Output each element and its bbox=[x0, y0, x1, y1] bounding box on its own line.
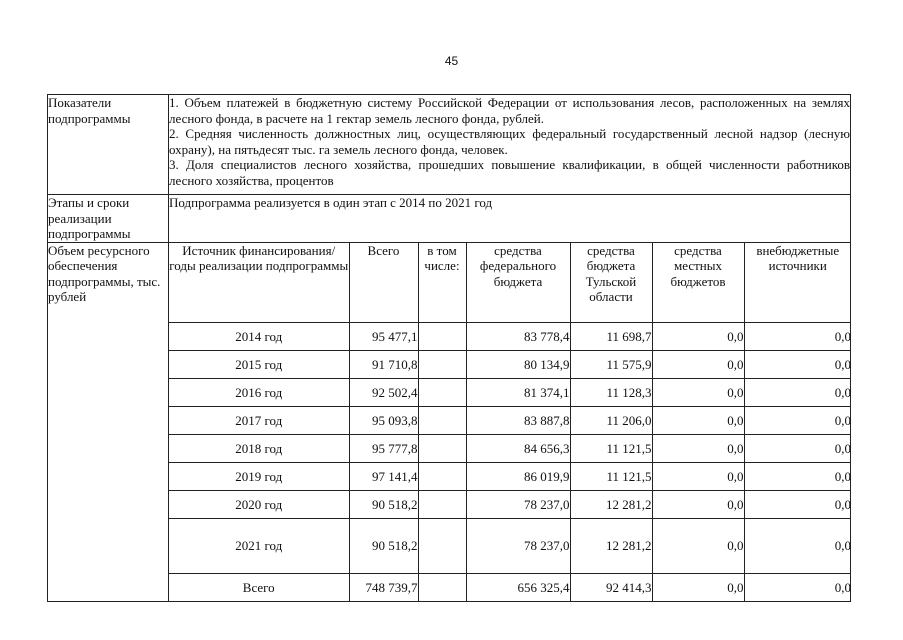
row-year: 2016 год bbox=[169, 378, 349, 406]
row-year: 2015 год bbox=[169, 350, 349, 378]
row-federal: 86 019,9 bbox=[466, 462, 570, 490]
row-including bbox=[418, 378, 466, 406]
indicator-item: 3. Доля специалистов лесного хозяйства, прошедших повышение квалификации, в общей численности работников лесного хозяйства, процентов bbox=[169, 157, 850, 188]
row-including bbox=[418, 434, 466, 462]
table-row bbox=[169, 406, 851, 434]
header-including: в том числе: bbox=[418, 243, 466, 323]
row-including bbox=[418, 350, 466, 378]
row-regional: 92 414,3 bbox=[570, 573, 652, 601]
table-row-total bbox=[169, 573, 851, 601]
page-number: 45 bbox=[444, 54, 459, 68]
header-local: средства местных бюджетов bbox=[652, 243, 744, 323]
row-year: 2020 год bbox=[169, 490, 349, 518]
row-extrabudgetary: 0,0 bbox=[744, 378, 851, 406]
row-federal: 81 374,1 bbox=[466, 378, 570, 406]
row-total: 95 093,8 bbox=[349, 406, 418, 434]
row-extrabudgetary: 0,0 bbox=[744, 518, 851, 573]
row-including bbox=[418, 322, 466, 350]
row-local: 0,0 bbox=[652, 406, 744, 434]
funding-content bbox=[169, 242, 851, 601]
row-regional: 12 281,2 bbox=[570, 518, 652, 573]
row-total: 90 518,2 bbox=[349, 490, 418, 518]
funding-label: Объем ресурсного обеспечения подпрограммы, тыс. рублей bbox=[48, 242, 169, 601]
row-federal: 80 134,9 bbox=[466, 350, 570, 378]
row-year: 2014 год bbox=[169, 322, 349, 350]
row-regional: 11 121,5 bbox=[570, 462, 652, 490]
row-federal: 84 656,3 bbox=[466, 434, 570, 462]
row-local: 0,0 bbox=[652, 490, 744, 518]
subprogram-passport-table bbox=[47, 94, 851, 602]
row-year: 2017 год bbox=[169, 406, 349, 434]
table-row bbox=[169, 434, 851, 462]
row-local: 0,0 bbox=[652, 434, 744, 462]
table-row bbox=[169, 518, 851, 573]
row-year: Всего bbox=[169, 573, 349, 601]
table-row bbox=[169, 350, 851, 378]
row-federal: 83 887,8 bbox=[466, 406, 570, 434]
table-row bbox=[169, 322, 851, 350]
row-federal: 78 237,0 bbox=[466, 518, 570, 573]
row-total: 95 777,8 bbox=[349, 434, 418, 462]
row-local: 0,0 bbox=[652, 573, 744, 601]
row-including bbox=[418, 518, 466, 573]
stages-label: Этапы и сроки реализации подпрограммы bbox=[48, 195, 169, 243]
funding-header-row bbox=[169, 243, 851, 323]
table-row bbox=[169, 490, 851, 518]
indicator-item: 1. Объем платежей в бюджетную систему Российской Федерации от использования лесов, расположенных на землях лесного фонда, в расчете на 1 гектар земель лесного фонда, рублей. bbox=[169, 95, 850, 126]
indicators-row bbox=[48, 95, 851, 195]
stages-row bbox=[48, 195, 851, 243]
row-local: 0,0 bbox=[652, 378, 744, 406]
row-federal: 78 237,0 bbox=[466, 490, 570, 518]
funding-row bbox=[48, 242, 851, 601]
header-federal: средства федерального бюджета bbox=[466, 243, 570, 323]
row-regional: 11 128,3 bbox=[570, 378, 652, 406]
row-total: 91 710,8 bbox=[349, 350, 418, 378]
row-year: 2021 год bbox=[169, 518, 349, 573]
row-local: 0,0 bbox=[652, 350, 744, 378]
row-extrabudgetary: 0,0 bbox=[744, 490, 851, 518]
row-regional: 12 281,2 bbox=[570, 490, 652, 518]
row-federal: 656 325,4 bbox=[466, 573, 570, 601]
row-total: 92 502,4 bbox=[349, 378, 418, 406]
header-extrabudgetary: внебюджетные источники bbox=[744, 243, 851, 323]
row-extrabudgetary: 0,0 bbox=[744, 406, 851, 434]
row-extrabudgetary: 0,0 bbox=[744, 462, 851, 490]
row-total: 748 739,7 bbox=[349, 573, 418, 601]
indicators-content bbox=[169, 95, 851, 195]
row-year: 2018 год bbox=[169, 434, 349, 462]
row-extrabudgetary: 0,0 bbox=[744, 322, 851, 350]
table-row bbox=[169, 462, 851, 490]
row-regional: 11 575,9 bbox=[570, 350, 652, 378]
row-total: 95 477,1 bbox=[349, 322, 418, 350]
header-regional: средства бюджета Тульской области bbox=[570, 243, 652, 323]
row-local: 0,0 bbox=[652, 462, 744, 490]
header-total: Всего bbox=[349, 243, 418, 323]
row-including bbox=[418, 406, 466, 434]
row-extrabudgetary: 0,0 bbox=[744, 573, 851, 601]
row-total: 90 518,2 bbox=[349, 518, 418, 573]
funding-table bbox=[169, 243, 851, 601]
indicators-label: Показатели подпрограммы bbox=[48, 95, 169, 195]
row-including bbox=[418, 462, 466, 490]
indicator-item: 2. Средняя численность должностных лиц, осуществляющих федеральный государственный лесной надзор (лесную охрану), на пятьдесят тыс. га земель лесного фонда, человек. bbox=[169, 126, 850, 157]
row-year: 2019 год bbox=[169, 462, 349, 490]
row-regional: 11 206,0 bbox=[570, 406, 652, 434]
row-regional: 11 121,5 bbox=[570, 434, 652, 462]
row-including bbox=[418, 490, 466, 518]
row-local: 0,0 bbox=[652, 518, 744, 573]
row-total: 97 141,4 bbox=[349, 462, 418, 490]
stages-content: Подпрограмма реализуется в один этап с 2014 по 2021 год bbox=[169, 195, 851, 243]
row-regional: 11 698,7 bbox=[570, 322, 652, 350]
row-local: 0,0 bbox=[652, 322, 744, 350]
row-including bbox=[418, 573, 466, 601]
header-source: Источник финансирования/ годы реализации подпрограммы bbox=[169, 243, 349, 323]
row-federal: 83 778,4 bbox=[466, 322, 570, 350]
row-extrabudgetary: 0,0 bbox=[744, 350, 851, 378]
row-extrabudgetary: 0,0 bbox=[744, 434, 851, 462]
table-row bbox=[169, 378, 851, 406]
